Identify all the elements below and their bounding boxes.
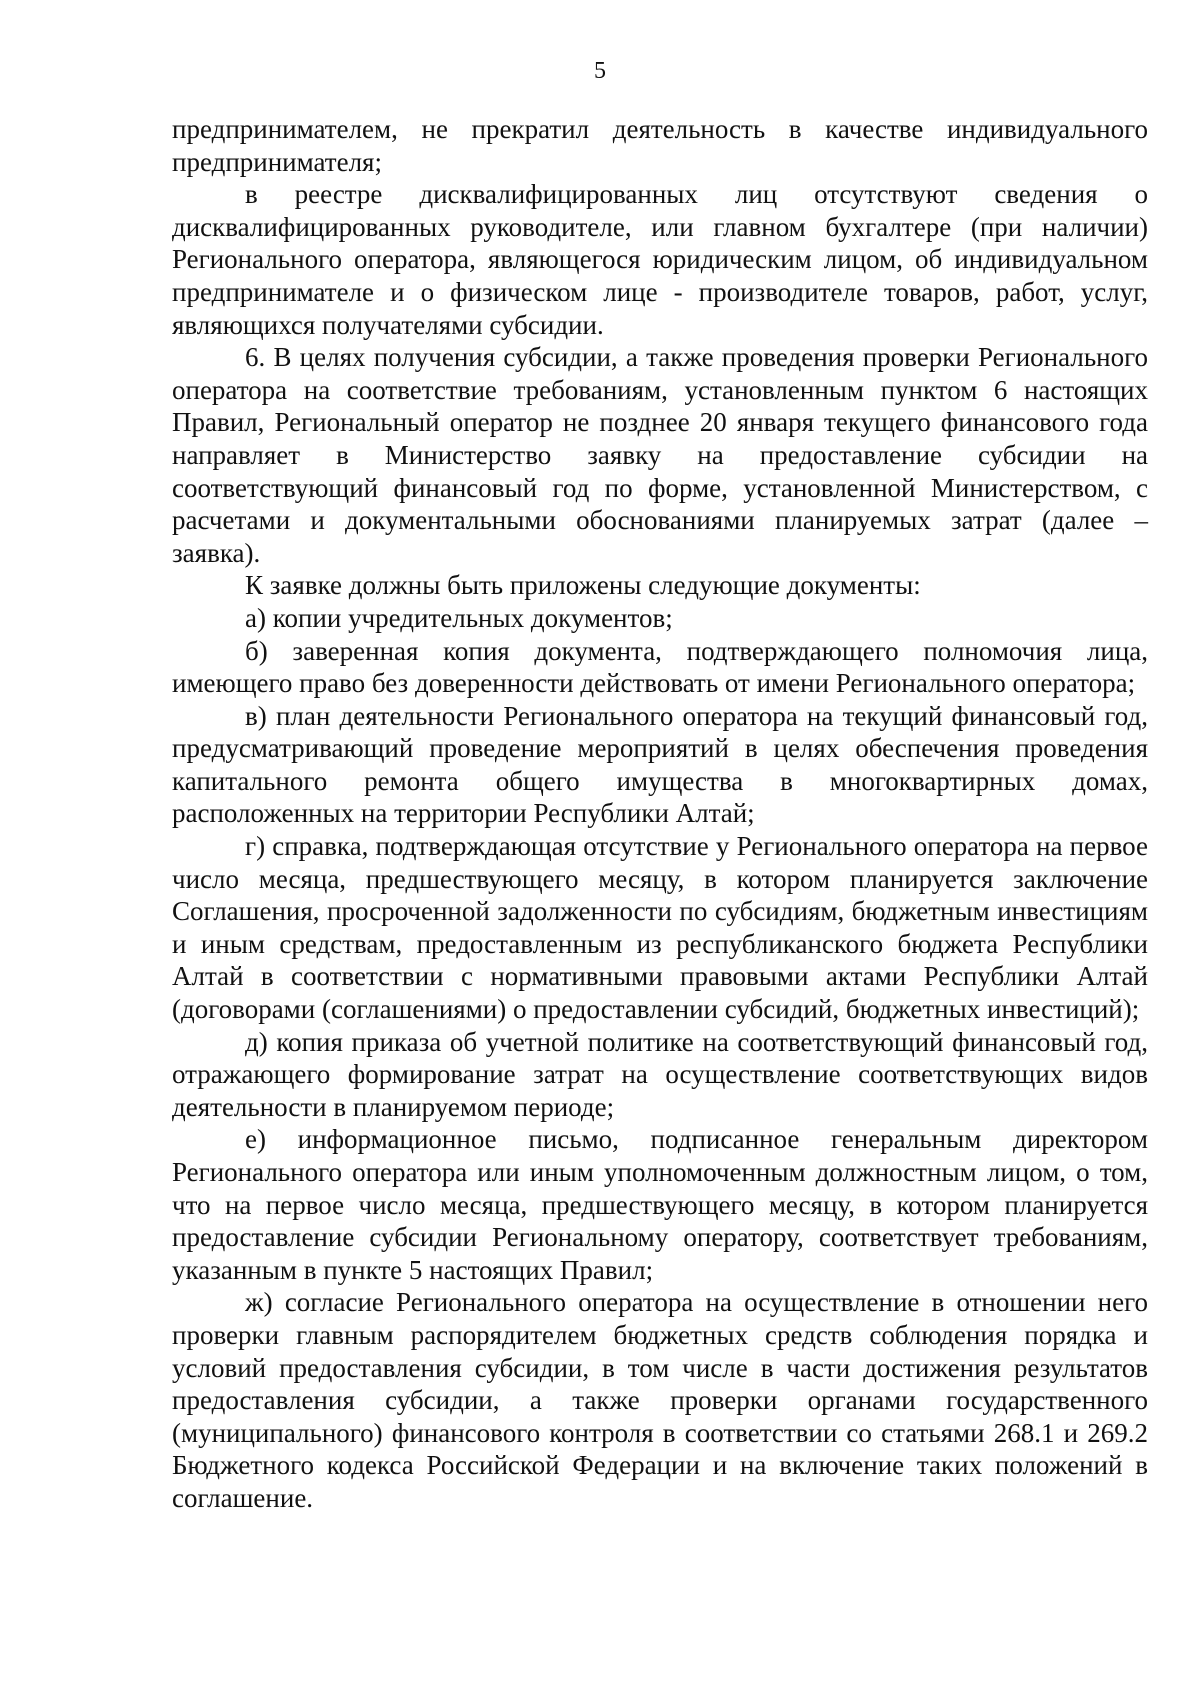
- paragraph-6: 6. В целях получения субсидии, а также проведения проверки Регионального оператора на соответствие требованиям, установленным пунктом 6 настоящих Правил, Региональный оператор не позднее 20 января текущего финансового года направляет в Министерство заявку на предоставление субсидии на соответствующий финансовый год по форме, установленной Министерством, с расчетами и документальными обоснованиями планируемых затрат (далее – заявка).: [172, 342, 1148, 568]
- list-item-e: е) информационное письмо, подписанное генеральным директором Регионального оператора или иным уполномоченным должностным лицом, о том, что на первое число месяца, предшествующего месяцу, в котором планируется предоставление субсидии Региональному оператору, соответствует требованиям, указанным в пункте 5 настоящих Правил;: [172, 1124, 1148, 1285]
- paragraph-continuation: предпринимателем, не прекратил деятельность в качестве индивидуального предпринимателя;: [172, 114, 1148, 177]
- list-item-g: г) справка, подтверждающая отсутствие у Регионального оператора на первое число месяца, предшествующего месяцу, в котором планируется заключение Соглашения, просроченной задолженности по субсидиям, бюджетным инвестициям и иным средствам, предоставленным из республиканского бюджета Республики Алтай в соответствии с нормативными правовыми актами Республики Алтай (договорами (соглашениями) о предоставлении субсидий, бюджетных инвестиций);: [172, 831, 1148, 1025]
- list-item-a: а) копии учредительных документов;: [245, 602, 673, 633]
- page-number: 5: [594, 58, 606, 84]
- paragraph-documents-intro: К заявке должны быть приложены следующие документы:: [245, 570, 921, 601]
- paragraph-disqualified-registry: в реестре дисквалифицированных лиц отсутствуют сведения о дисквалифицированных руководителе, или главном бухгалтере (при наличии) Регионального оператора, являющегося юридическим лицом, об индивидуальном предпринимателе и о физическом лице - производителе товаров, работ, услуг, являющихся получателями субсидии.: [172, 179, 1148, 340]
- list-item-v: в) план деятельности Регионального оператора на текущий финансовый год, предусматривающий проведение мероприятий в целях обеспечения проведения капитального ремонта общего имущества в многоквартирных домах, расположенных на территории Республики Алтай;: [172, 700, 1148, 829]
- document-body: [172, 113, 1148, 1515]
- list-item-d: д) копия приказа об учетной политике на соответствующий финансовый год, отражающего формирование затрат на осуществление соответствующих видов деятельности в планируемом периоде;: [172, 1026, 1148, 1122]
- list-item-zh: ж) согласие Регионального оператора на осуществление в отношении него проверки главным распорядителем бюджетных средств соблюдения порядка и условий предоставления субсидии, в том числе в части достижения результатов предоставления субсидии, а также проверки органами государственного (муниципального) финансового контроля в соответствии со статьями 268.1 и 269.2 Бюджетного кодекса Российской Федерации и на включение таких положений в соглашение.: [172, 1287, 1148, 1513]
- list-item-b: б) заверенная копия документа, подтверждающего полномочия лица, имеющего право без доверенности действовать от имени Регионального оператора;: [172, 635, 1148, 699]
